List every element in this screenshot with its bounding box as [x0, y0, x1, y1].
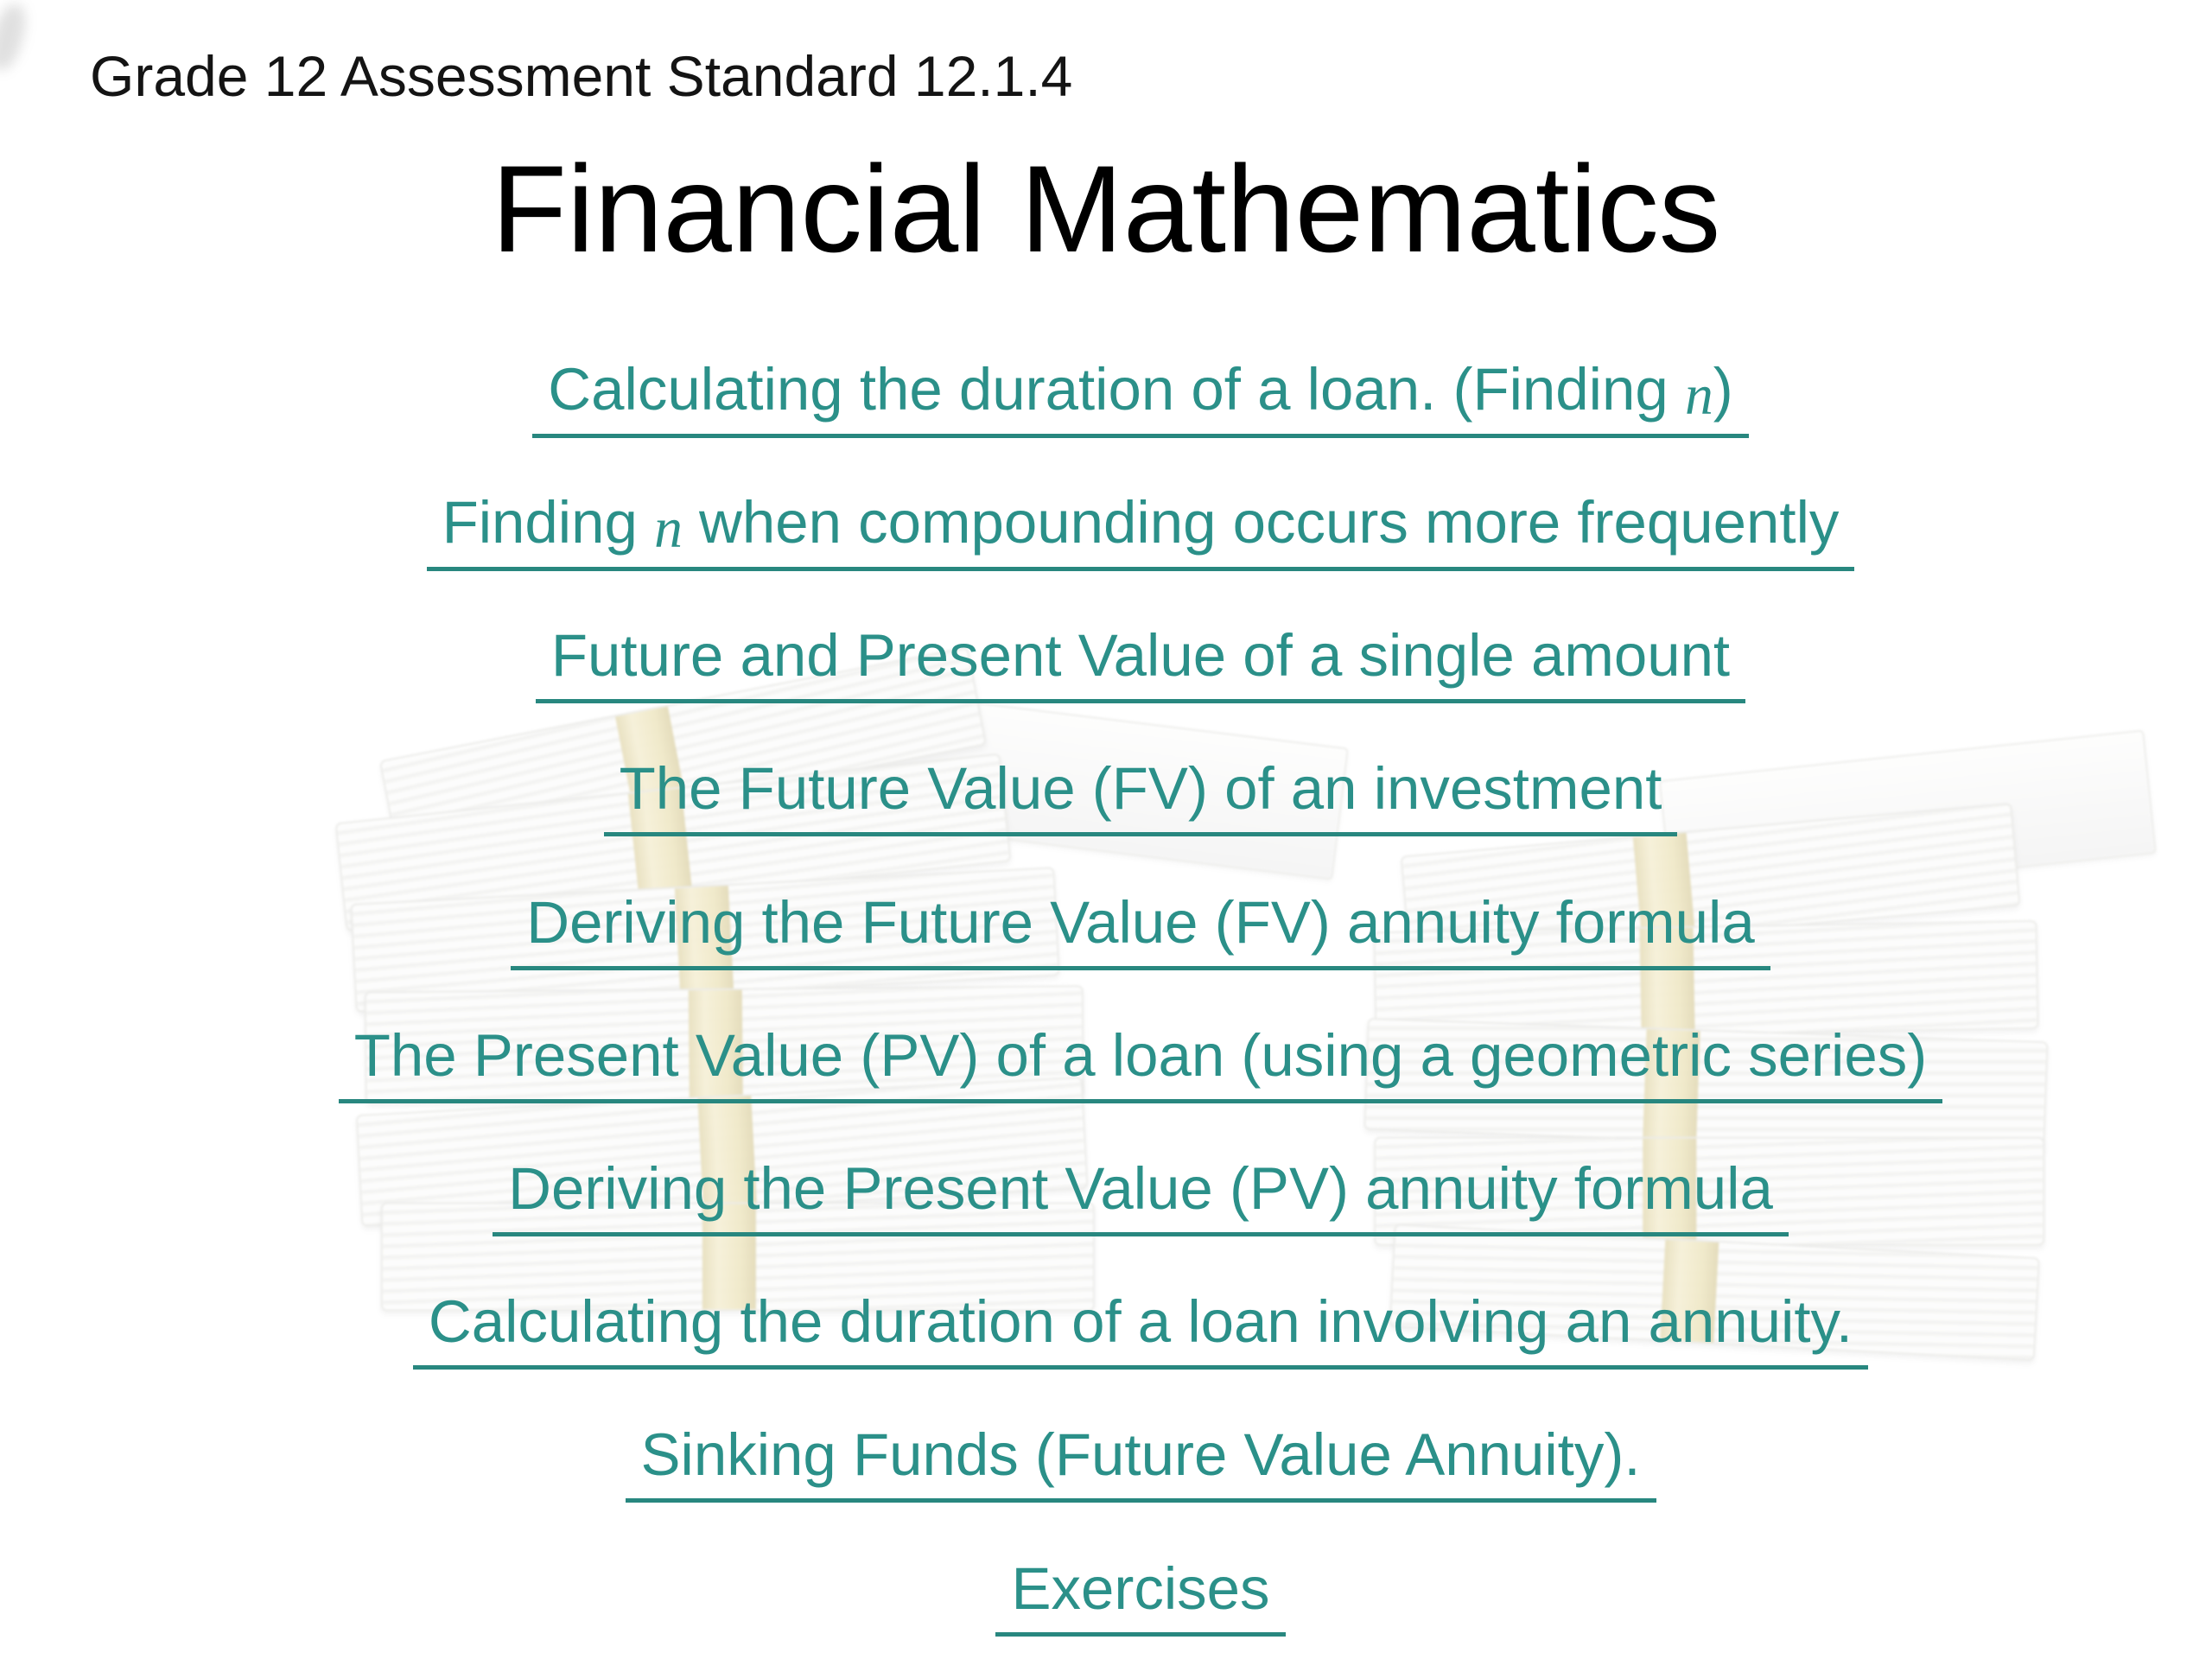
link-text-tail: when compounding occurs more frequently	[682, 489, 1840, 556]
link-text: Sinking Funds (Future Value Annuity).	[640, 1421, 1641, 1488]
link-text: Calculating the duration of a loan. (Finding	[548, 356, 1685, 423]
link-row	[69, 1421, 2212, 1503]
link-sinking-funds[interactable]	[626, 1421, 1656, 1503]
link-row	[69, 1022, 2212, 1103]
link-row	[69, 1288, 2212, 1370]
math-n: n	[1684, 365, 1713, 427]
math-n: n	[654, 498, 683, 560]
page-title: Financial Mathematics	[491, 141, 1721, 278]
link-text: The Future Value (FV) of an investment	[619, 755, 1662, 822]
link-text: Calculating the duration of a loan involving an annuity.	[428, 1288, 1853, 1355]
link-row	[69, 1155, 2212, 1236]
link-calculating-duration-loan[interactable]	[532, 356, 1748, 438]
link-text: Exercises	[1011, 1555, 1270, 1622]
link-future-value-investment[interactable]	[604, 755, 1678, 836]
link-present-value-loan-geometric-series[interactable]	[339, 1022, 1942, 1103]
link-future-present-value-single-amount[interactable]	[536, 622, 1745, 703]
link-text: Deriving the Future Value (FV) annuity formula	[526, 889, 1755, 956]
link-row	[69, 889, 2212, 970]
link-deriving-pv-annuity-formula[interactable]	[493, 1155, 1789, 1236]
link-deriving-fv-annuity-formula[interactable]	[511, 889, 1770, 970]
link-text-tail: )	[1713, 356, 1733, 423]
link-row	[69, 755, 2212, 836]
assessment-standard-label: Grade 12 Assessment Standard 12.1.4	[90, 44, 1073, 108]
link-text: The Present Value (PV) of a loan (using a geometric series)	[353, 1022, 1928, 1089]
link-exercises[interactable]	[995, 1555, 1285, 1637]
link-text: Finding	[442, 489, 655, 556]
link-row	[69, 622, 2212, 703]
link-text: Future and Present Value of a single amount	[550, 622, 1731, 689]
link-duration-loan-involving-annuity[interactable]	[413, 1288, 1868, 1370]
link-row	[69, 356, 2212, 438]
link-text: Deriving the Present Value (PV) annuity formula	[508, 1155, 1773, 1222]
link-finding-n-compounding[interactable]	[427, 489, 1855, 571]
link-row	[69, 1555, 2212, 1637]
link-list	[69, 0, 2212, 1659]
link-row	[69, 489, 2212, 571]
